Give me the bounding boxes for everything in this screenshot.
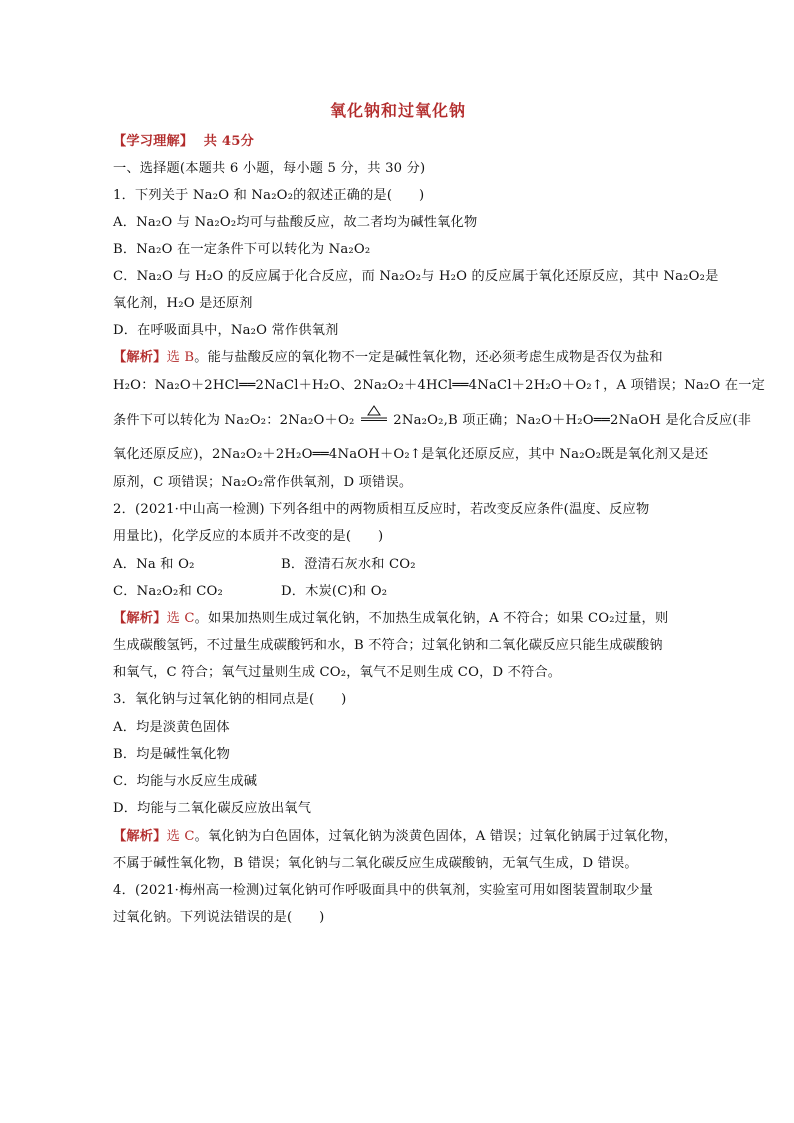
q1-answer-choice: 选 B xyxy=(166,350,195,365)
answer-tag: 【解析】 xyxy=(113,829,167,844)
answer-tag: 【解析】 xyxy=(113,350,167,365)
q2-answer-choice: 选 C xyxy=(166,611,195,626)
q1-option-a: A．Na₂O 与 Na₂O₂均可与盐酸反应，故二者均为碱性氧化物 xyxy=(113,215,478,230)
q2-option-d: D．木炭(C)和 O₂ xyxy=(281,584,388,599)
q1-stem: 1．下列关于 Na₂O 和 Na₂O₂的叙述正确的是( ) xyxy=(113,188,425,203)
q3-answer-line2: 不属于碱性氧化物，B 错误；氧化钠与二氧化碳反应生成碳酸钠，无氧气生成，D 错误。 xyxy=(113,856,638,871)
q2-option-a: A．Na 和 O₂ xyxy=(113,557,195,572)
q3-option-a: A．均是淡黄色固体 xyxy=(113,720,230,735)
q4-stem-line1: 4．(2021·梅州高一检测)过氧化钠可作呼吸面具中的供氧剂，实验室可用如图装置制取少量 xyxy=(113,883,653,898)
q3-answer-choice: 选 C xyxy=(166,829,195,844)
page-title: 氧化钠和过氧化钠 xyxy=(329,101,466,120)
q2-answer-text: 。如果加热则生成过氧化钠，不加热生成氧化钠，A 不符合；如果 CO₂过量，则 xyxy=(194,611,669,626)
q2-stem-line2: 用量比)，化学反应的本质并不改变的是( ) xyxy=(113,529,384,544)
q3-stem: 3．氧化钠与过氧化钠的相同点是( ) xyxy=(113,692,347,707)
q1-option-d: D．在呼吸面具中，Na₂O 常作供氧剂 xyxy=(113,323,339,338)
q1-answer-line3 xyxy=(113,412,752,430)
q1-answer-line3a: 条件下可以转化为 Na₂O₂：2Na₂O＋O₂ xyxy=(113,413,359,428)
q3-answer-line1 xyxy=(113,828,683,846)
q1-answer-line1 xyxy=(113,349,683,367)
q2-options-row1 xyxy=(113,556,683,574)
q3-option-d: D．均能与二氧化碳反应放出氧气 xyxy=(113,801,312,816)
answer-tag: 【解析】 xyxy=(113,611,167,626)
q2-answer-line1 xyxy=(113,610,683,628)
q1-answer-line3b: 2Na₂O₂,B 项正确；Na₂O＋H₂O══2NaOH 是化合反应(非 xyxy=(388,413,752,428)
q1-option-c-line1: C．Na₂O 与 H₂O 的反应属于化合反应，而 Na₂O₂与 H₂O 的反应属于氧化还原反应，其中 Na₂O₂是 xyxy=(113,269,719,284)
q3-option-b: B．均是碱性氧化物 xyxy=(113,747,230,762)
section-score: 共 45分 xyxy=(203,134,255,149)
q4-stem-line2: 过氧化钠。下列说法错误的是( ) xyxy=(113,910,325,925)
q3-answer-text: 。氧化钠为白色固体，过氧化钠为淡黄色固体，A 错误；过氧化钠属于过氧化物， xyxy=(194,829,678,844)
heating-triangle-icon xyxy=(359,412,389,430)
part-heading: 一、选择题(本题共 6 小题，每小题 5 分，共 30 分) xyxy=(113,161,426,176)
q2-answer-line3: 和氧气，C 符合；氧气过量则生成 CO₂，氧气不足则生成 CO，D 不符合。 xyxy=(113,665,562,680)
q1-option-b: B．Na₂O 在一定条件下可以转化为 Na₂O₂ xyxy=(113,242,371,257)
q2-answer-line2: 生成碳酸氢钙，不过量生成碳酸钙和水，B 不符合；过氧化钠和二氧化碳反应只能生成碳酸钠 xyxy=(113,638,663,653)
q1-option-c-line2: 氧化剂，H₂O 是还原剂 xyxy=(113,296,253,311)
q2-options-row2 xyxy=(113,583,683,601)
q3-option-c: C．均能与水反应生成碱 xyxy=(113,774,258,789)
q1-answer-line5: 原剂，C 项错误；Na₂O₂常作供氧剂，D 项错误。 xyxy=(113,475,413,490)
q1-answer-line2: H₂O：Na₂O＋2HCl══2NaCl＋H₂O、2Na₂O₂＋4HCl══4NaCl＋2H₂O＋O₂↑，A 项错误；Na₂O 在一定 xyxy=(113,378,765,393)
section-label: 【学习理解】 xyxy=(113,134,194,149)
q2-option-c: C．Na₂O₂和 CO₂ xyxy=(113,584,224,599)
q1-answer-line4: 氧化还原反应)，2Na₂O₂＋2H₂O══4NaOH＋O₂↑是氧化还原反应，其中 Na₂O₂既是氧化剂又是还 xyxy=(113,447,709,462)
q1-answer-text: 。能与盐酸反应的氧化物不一定是碱性氧化物，还必须考虑生成物是否仅为盐和 xyxy=(194,350,663,365)
section-header xyxy=(113,133,683,151)
q2-option-b: B．澄清石灰水和 CO₂ xyxy=(281,557,416,572)
q2-stem-line1: 2．(2021·中山高一检测) 下列各组中的两物质相互反应时，若改变反应条件(温度、反应物 xyxy=(113,502,650,517)
